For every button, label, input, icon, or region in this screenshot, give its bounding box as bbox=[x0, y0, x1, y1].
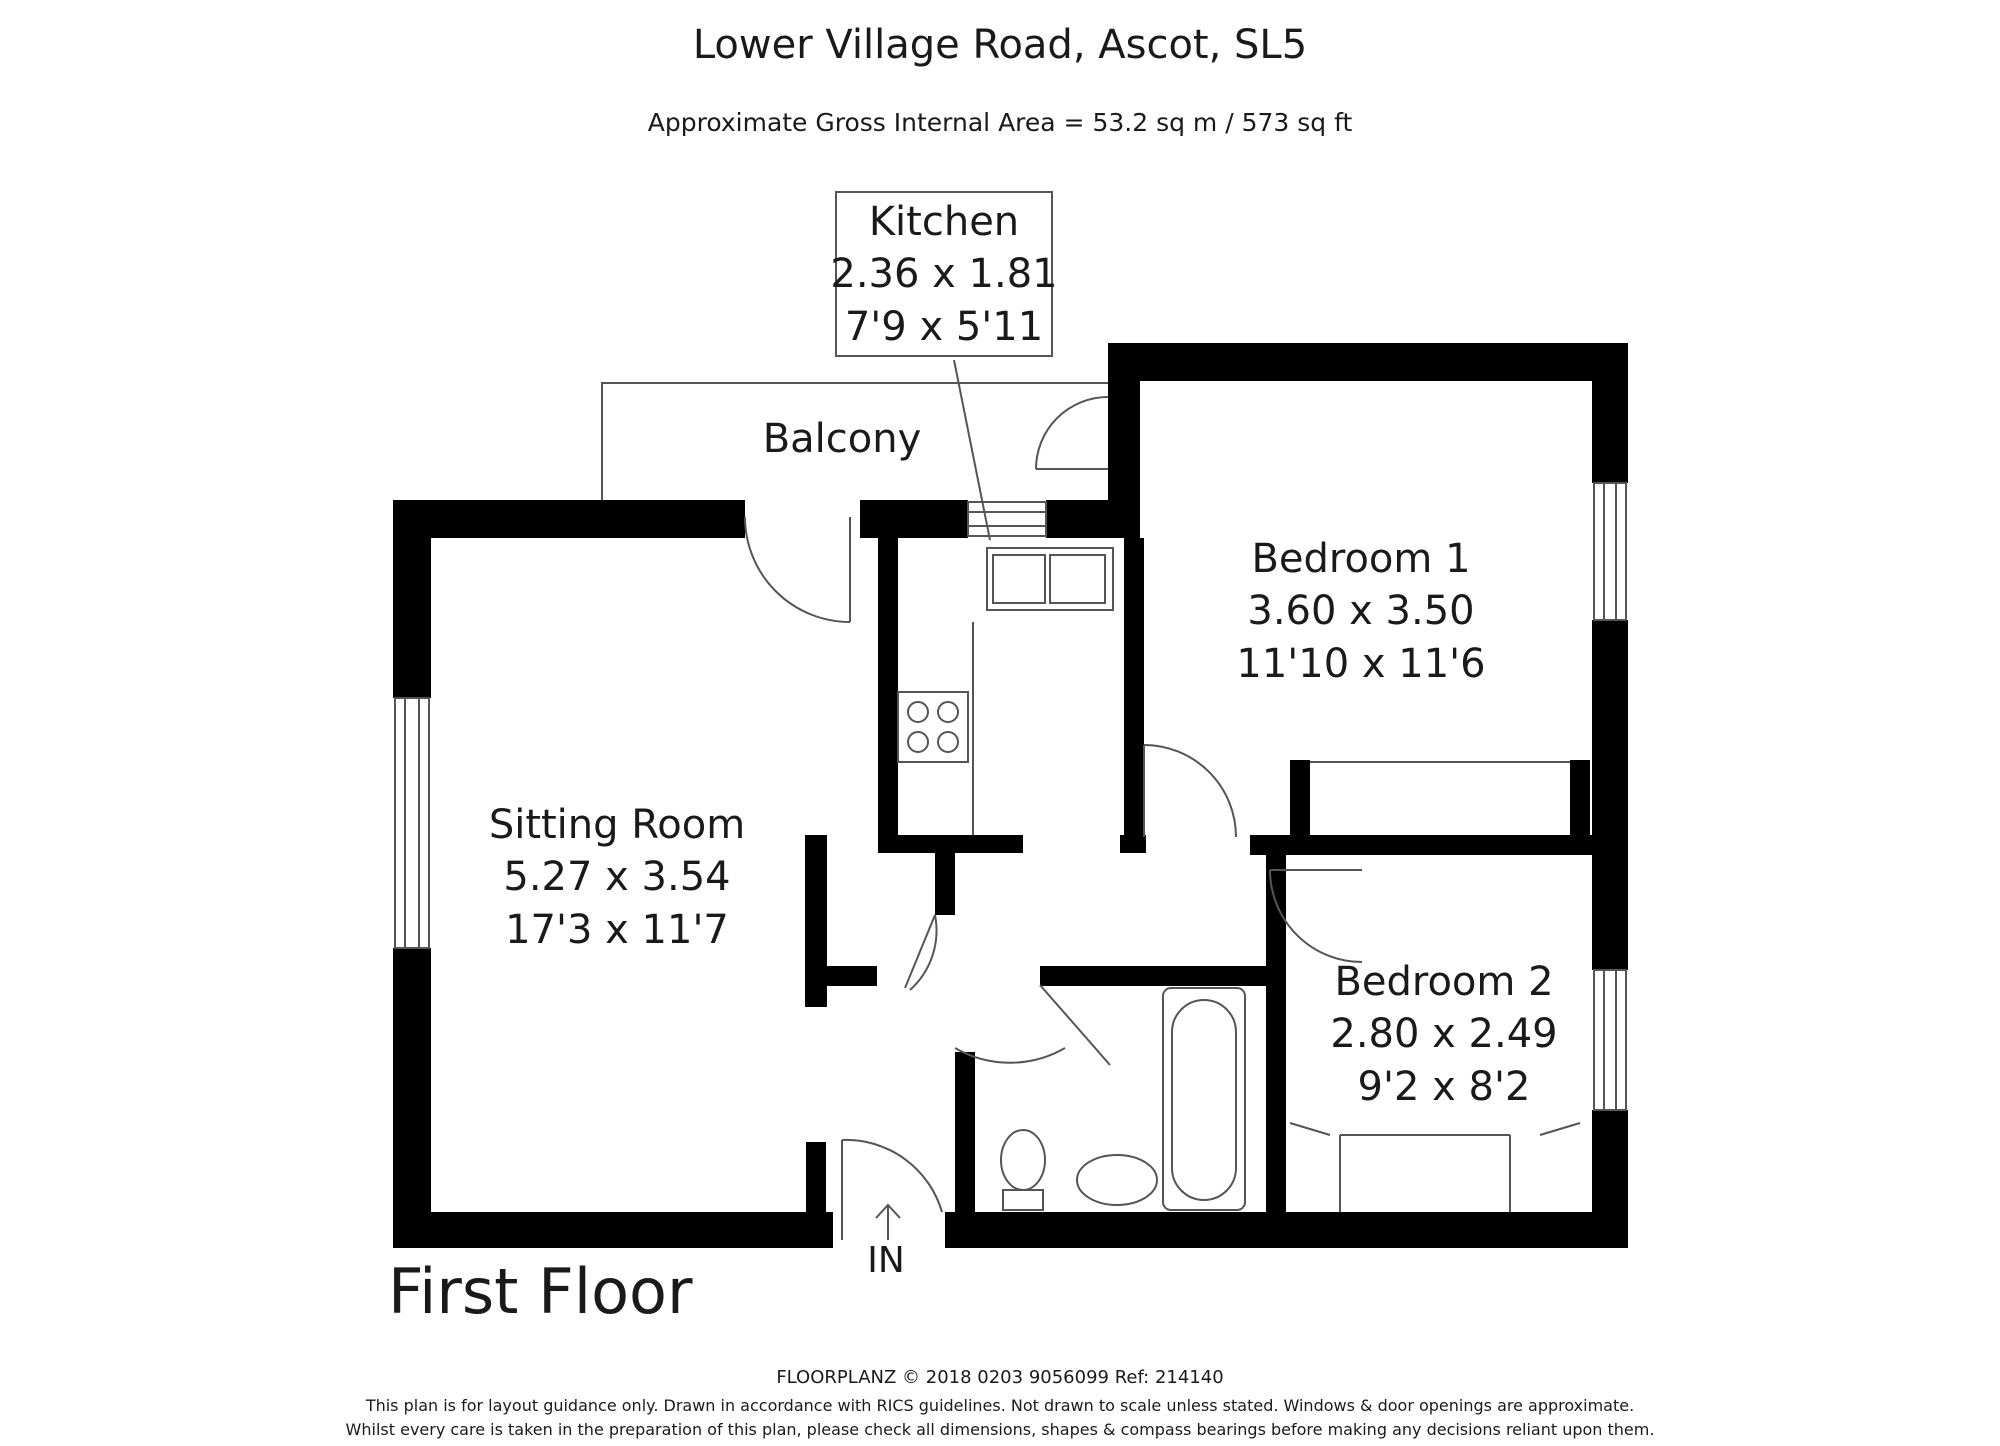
sitting-room-name: Sitting Room bbox=[488, 802, 746, 848]
walls bbox=[393, 343, 1628, 1248]
sitting-room-metric: 5.27 x 3.54 bbox=[503, 854, 731, 900]
kitchen-name: Kitchen bbox=[868, 199, 1020, 245]
disclaimer-line-2: Whilst every care is taken in the preparation of this plan, please check all dimensions, shapes & compass bearings before making any decisions reliant upon them. bbox=[345, 1420, 1655, 1439]
bedroom2-metric: 2.80 x 2.49 bbox=[1330, 1011, 1558, 1057]
bath bbox=[1163, 988, 1245, 1210]
bedroom2-imperial: 9'2 x 8'2 bbox=[1357, 1064, 1531, 1110]
basin bbox=[1077, 1155, 1157, 1205]
toilet bbox=[1001, 1130, 1045, 1190]
kitchen-metric: 2.36 x 1.81 bbox=[830, 251, 1058, 297]
hob bbox=[898, 692, 968, 762]
disclaimer-line-1: This plan is for layout guidance only. Drawn in accordance with RICS guidelines. Not drawn to scale unless stated. Windows & door openings are approximate. bbox=[365, 1396, 1635, 1415]
floor-label: First Floor bbox=[388, 1255, 693, 1328]
entry-label: IN bbox=[867, 1240, 905, 1281]
bedroom1-metric: 3.60 x 3.50 bbox=[1247, 588, 1475, 634]
plan-title: Lower Village Road, Ascot, SL5 bbox=[692, 22, 1308, 68]
bedroom1-imperial: 11'10 x 11'6 bbox=[1236, 641, 1486, 687]
credit-line: FLOORPLANZ © 2018 0203 9056099 Ref: 214140 bbox=[776, 1367, 1224, 1388]
gross-internal-area: Approximate Gross Internal Area = 53.2 sq m / 573 sq ft bbox=[647, 108, 1353, 137]
kitchen-imperial: 7'9 x 5'11 bbox=[844, 304, 1044, 350]
sitting-room-imperial: 17'3 x 11'7 bbox=[505, 907, 729, 953]
balcony-name: Balcony bbox=[762, 416, 922, 462]
bedroom1-name: Bedroom 1 bbox=[1251, 536, 1471, 582]
bedroom2-name: Bedroom 2 bbox=[1334, 959, 1554, 1005]
